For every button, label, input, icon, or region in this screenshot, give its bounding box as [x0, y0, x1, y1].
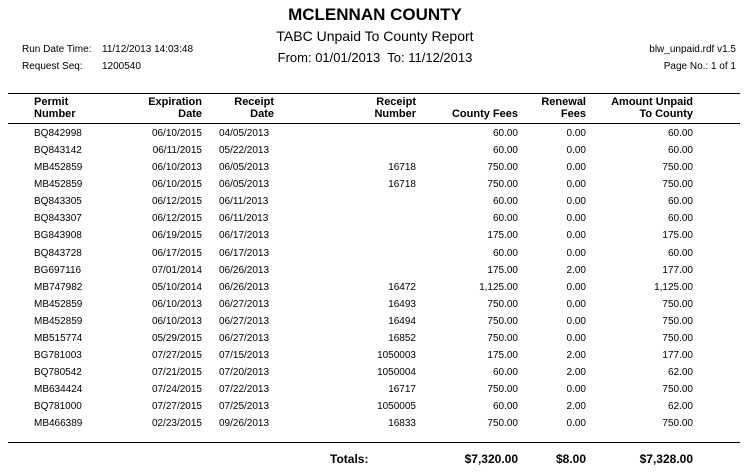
- receipt-number-cell: 1050004: [377, 367, 416, 379]
- table-row: [0, 297, 750, 314]
- renewal-cell: 0.00: [566, 247, 586, 259]
- expiration-cell: 07/27/2015: [151, 401, 202, 413]
- expiration-cell: 07/27/2015: [151, 350, 202, 362]
- county-fees-cell: 750.00: [487, 162, 518, 174]
- amount-cell: 177.00: [662, 264, 693, 276]
- expiration-cell: 06/11/2015: [152, 145, 202, 157]
- receipt-date-cell: 06/27/2013: [219, 315, 270, 327]
- report-title: TABC Unpaid To County Report: [276, 28, 474, 44]
- table-row: [0, 177, 750, 194]
- county-fees-cell: 750.00: [487, 179, 518, 191]
- expiration-cell: 07/24/2015: [151, 384, 202, 396]
- receipt-date-cell: 07/20/2013: [219, 367, 270, 379]
- county-fees-cell: 60.00: [492, 128, 518, 139]
- permit-cell: BQ780542: [34, 367, 82, 379]
- amount-cell: 750.00: [662, 315, 693, 327]
- amount-cell: 60.00: [667, 196, 693, 208]
- col-county-fees-header: County Fees: [451, 108, 518, 120]
- permit-cell: BG843908: [34, 230, 82, 242]
- renewal-cell: 0.00: [566, 145, 586, 157]
- permit-cell: BQ843305: [34, 196, 82, 208]
- amount-cell: 750.00: [662, 418, 693, 430]
- table-row: [0, 280, 750, 297]
- receipt-date-cell: 06/17/2013: [219, 230, 270, 242]
- amount-cell: 1,125.00: [654, 281, 693, 293]
- renewal-cell: 2.00: [566, 367, 586, 379]
- receipt-number-cell: 16852: [388, 332, 416, 344]
- renewal-cell: 2.00: [566, 401, 586, 413]
- col-receipt-number-header: Receipt Number: [374, 96, 416, 120]
- amount-cell: 60.00: [667, 213, 693, 225]
- expiration-cell: 06/12/2015: [151, 196, 202, 208]
- receipt-date-cell: 04/05/2013: [219, 128, 270, 139]
- renewal-cell: 0.00: [566, 230, 586, 242]
- permit-cell: BG697116: [34, 264, 82, 276]
- permit-cell: MB515774: [34, 332, 83, 344]
- amount-cell: 62.00: [667, 367, 693, 379]
- col-renewal-header: Renewal Fees: [541, 96, 586, 120]
- receipt-date-cell: 09/26/2013: [219, 418, 270, 430]
- renewal-cell: 0.00: [566, 298, 586, 310]
- permit-cell: BG781003: [34, 350, 82, 362]
- permit-cell: MB634424: [34, 384, 83, 396]
- receipt-date-cell: 07/15/2013: [219, 350, 270, 362]
- receipt-date-cell: 07/25/2013: [219, 401, 270, 413]
- receipt-date-cell: 05/22/2013: [219, 145, 270, 157]
- renewal-cell: 0.00: [566, 128, 586, 139]
- expiration-cell: 06/10/2015: [151, 179, 202, 191]
- col-expiration-header: Expiration Date: [148, 96, 202, 120]
- run-date-value: 11/12/2013 14:03:48: [102, 44, 194, 55]
- amount-cell: 750.00: [662, 298, 693, 310]
- total-renewal: $8.00: [555, 452, 586, 466]
- renewal-cell: 0.00: [566, 384, 586, 396]
- expiration-cell: 06/17/2015: [151, 247, 202, 259]
- receipt-number-cell: 16833: [388, 418, 416, 430]
- permit-cell: MB452859: [34, 315, 83, 327]
- amount-cell: 60.00: [667, 145, 693, 157]
- county-fees-cell: 60.00: [492, 213, 518, 225]
- permit-cell: MB747982: [34, 281, 83, 293]
- receipt-number-cell: 16717: [388, 384, 416, 396]
- expiration-cell: 06/10/2013: [151, 298, 202, 310]
- permit-cell: MB452859: [34, 162, 83, 174]
- county-fees-cell: 175.00: [487, 230, 518, 242]
- receipt-date-cell: 06/11/2013: [219, 213, 269, 225]
- table-row: [0, 348, 750, 365]
- receipt-date-cell: 06/05/2013: [219, 179, 270, 191]
- receipt-date-cell: 06/27/2013: [219, 332, 270, 344]
- permit-cell: BQ781000: [34, 401, 82, 413]
- expiration-cell: 07/01/2014: [151, 264, 202, 276]
- county-fees-cell: 750.00: [487, 332, 518, 344]
- table-row: [0, 211, 750, 228]
- permit-cell: MB452859: [34, 179, 83, 191]
- report-rows: [0, 126, 750, 433]
- totals-label: Totals:: [330, 452, 369, 466]
- expiration-cell: 02/23/2015: [151, 418, 202, 430]
- expiration-cell: 06/10/2015: [151, 128, 202, 139]
- county-fees-cell: 60.00: [492, 247, 518, 259]
- col-permit-header: Permit Number: [34, 96, 76, 120]
- total-county-fees: $7,320.00: [464, 452, 518, 466]
- county-fees-cell: 750.00: [487, 298, 518, 310]
- renewal-cell: 0.00: [566, 315, 586, 327]
- header-bottom-rule: [8, 123, 740, 124]
- receipt-number-cell: 16494: [388, 315, 416, 327]
- receipt-number-cell: 1050005: [377, 401, 416, 413]
- renewal-cell: 0.00: [566, 418, 586, 430]
- county-fees-cell: 60.00: [492, 401, 518, 413]
- county-fees-cell: 60.00: [492, 196, 518, 208]
- table-row: [0, 126, 750, 143]
- receipt-number-cell: 16472: [388, 281, 416, 293]
- total-amount-unpaid: $7,328.00: [639, 452, 693, 466]
- table-row: [0, 365, 750, 382]
- from-date: 01/01/2013: [315, 50, 381, 65]
- table-row: [0, 194, 750, 211]
- receipt-date-cell: 06/17/2013: [219, 247, 270, 259]
- amount-cell: 750.00: [662, 162, 693, 174]
- to-date: 11/12/2013: [408, 50, 473, 65]
- expiration-cell: 05/10/2014: [151, 281, 202, 293]
- receipt-date-cell: 07/22/2013: [219, 384, 270, 396]
- amount-cell: 750.00: [662, 332, 693, 344]
- receipt-date-cell: 06/05/2013: [219, 162, 270, 174]
- table-row: [0, 228, 750, 245]
- county-fees-cell: 60.00: [492, 367, 518, 379]
- county-fees-cell: 750.00: [487, 418, 518, 430]
- amount-cell: 750.00: [662, 179, 693, 191]
- receipt-number-cell: 16718: [388, 179, 416, 191]
- expiration-cell: 05/29/2015: [151, 332, 202, 344]
- table-row: [0, 160, 750, 177]
- request-seq-label: Request Seq:: [22, 61, 83, 72]
- permit-cell: MB466389: [34, 418, 83, 430]
- report-file: blw_unpaid.rdf v1.5: [649, 44, 736, 55]
- receipt-date-cell: 06/11/2013: [219, 196, 269, 208]
- amount-cell: 175.00: [662, 230, 693, 242]
- col-receipt-date-header: Receipt Date: [234, 96, 274, 120]
- permit-cell: MB452859: [34, 298, 83, 310]
- expiration-cell: 06/12/2015: [151, 213, 202, 225]
- permit-cell: BQ843307: [34, 213, 82, 225]
- receipt-number-cell: 16493: [388, 298, 416, 310]
- county-fees-cell: 750.00: [487, 384, 518, 396]
- run-date-label: Run Date Time:: [22, 44, 92, 55]
- receipt-date-cell: 06/27/2013: [219, 298, 270, 310]
- county-fees-cell: 750.00: [487, 315, 518, 327]
- expiration-cell: 07/21/2015: [151, 367, 202, 379]
- header-top-rule: [8, 93, 740, 94]
- renewal-cell: 0.00: [566, 332, 586, 344]
- request-seq-value: 1200540: [102, 61, 141, 72]
- county-fees-cell: 1,125.00: [479, 281, 518, 293]
- renewal-cell: 0.00: [566, 281, 586, 293]
- permit-cell: BQ843728: [34, 247, 82, 259]
- renewal-cell: 0.00: [566, 196, 586, 208]
- receipt-date-cell: 06/26/2013: [219, 281, 270, 293]
- expiration-cell: 06/19/2015: [151, 230, 202, 242]
- table-row: [0, 416, 750, 433]
- renewal-cell: 0.00: [566, 179, 586, 191]
- table-row: [0, 382, 750, 399]
- table-row: [0, 263, 750, 280]
- page-number: Page No.: 1 of 1: [663, 61, 736, 72]
- permit-cell: BQ843142: [34, 145, 82, 157]
- table-row: [0, 399, 750, 416]
- county-title: MCLENNAN COUNTY: [288, 5, 462, 24]
- from-label: From:: [277, 50, 312, 65]
- amount-cell: 60.00: [667, 128, 693, 139]
- county-fees-cell: 60.00: [492, 145, 518, 157]
- expiration-cell: 06/10/2013: [151, 162, 202, 174]
- county-fees-cell: 175.00: [487, 350, 518, 362]
- receipt-number-cell: 1050003: [377, 350, 416, 362]
- amount-cell: 60.00: [667, 247, 693, 259]
- renewal-cell: 0.00: [566, 162, 586, 174]
- amount-cell: 177.00: [662, 350, 693, 362]
- col-amount-unpaid-header: Amount Unpaid To County: [611, 96, 693, 120]
- expiration-cell: 06/10/2013: [151, 315, 202, 327]
- permit-cell: BQ842998: [34, 128, 82, 139]
- to-label: To:: [387, 50, 405, 65]
- amount-cell: 62.00: [667, 401, 693, 413]
- renewal-cell: 2.00: [566, 264, 586, 276]
- receipt-date-cell: 06/26/2013: [219, 264, 270, 276]
- receipt-number-cell: 16718: [388, 162, 416, 174]
- renewal-cell: 0.00: [566, 213, 586, 225]
- amount-cell: 750.00: [662, 384, 693, 396]
- table-row: [0, 143, 750, 160]
- totals-rule: [8, 442, 740, 443]
- renewal-cell: 2.00: [566, 350, 586, 362]
- table-row: [0, 314, 750, 331]
- table-row: [0, 246, 750, 263]
- county-fees-cell: 175.00: [487, 264, 518, 276]
- table-row: [0, 331, 750, 348]
